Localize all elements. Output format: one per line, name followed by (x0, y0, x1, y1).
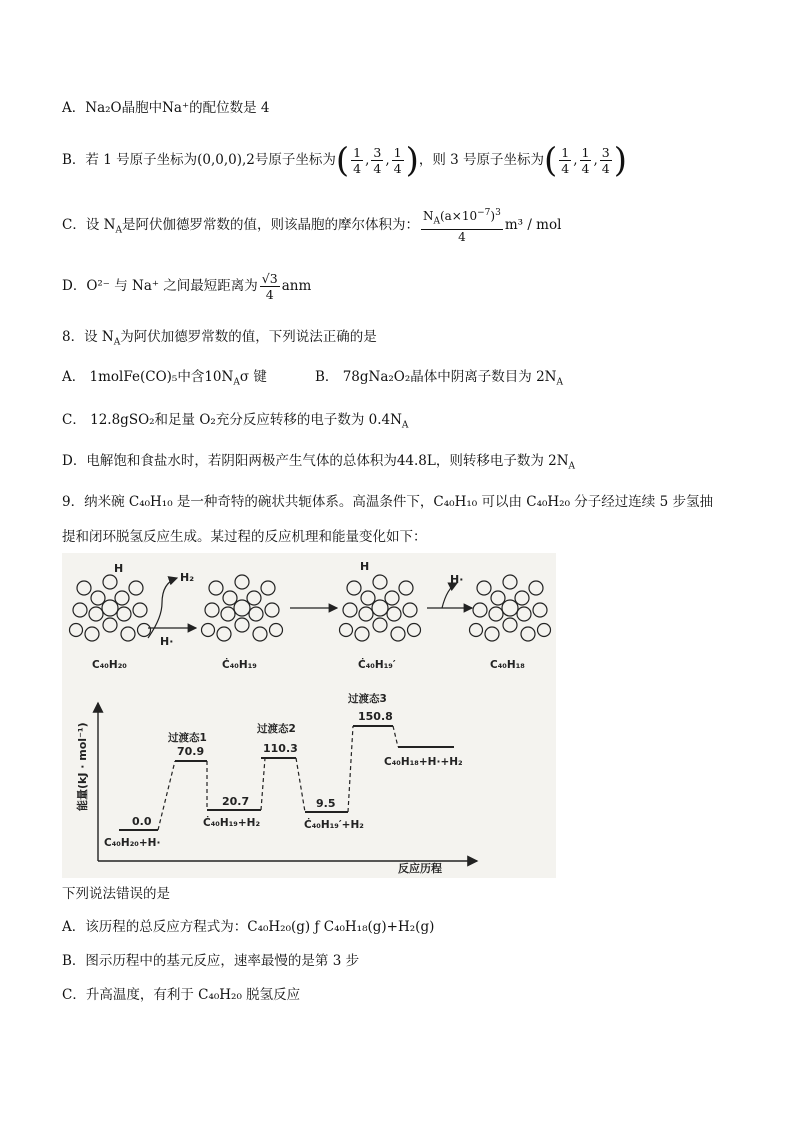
b-coord2-z: $\frac{3}{4}$ (601, 145, 610, 176)
b-coord1-y: $\frac{3}{4}$ (373, 145, 382, 176)
q9-stem-line2: 提和闭环脱氢反应生成。某过程的反应机理和能量变化如下： (62, 529, 427, 545)
x-axis-label: 反应历程 (398, 862, 442, 875)
q9-option-a: A．该历程的总反应方程式为：C₄₀H₂₀(g) ƒ C₄₀H₁₈(g)+H₂(g) (62, 919, 435, 935)
svg-text:过渡态1: 过渡态1 (168, 732, 207, 744)
b-coord2-y: $\frac{1}{4}$ (581, 145, 590, 176)
svg-text:0.0: 0.0 (132, 815, 152, 828)
svg-text:Ċ₄₀H₁₉+H₂: Ċ₄₀H₁₉+H₂ (203, 817, 261, 829)
q8-option-d: D．电解饱和食盐水时，若阴阳两极产生气体的总体积为44.8L，则转移电子数为 $2N_A$ (62, 453, 576, 472)
svg-text:110.3: 110.3 (263, 742, 298, 755)
q8-option-a: A． 1molFe(CO)₅中含$10N_A\sigma$ 键 (62, 369, 267, 388)
mol-label-3: Ċ₄₀H₁₉′ (358, 659, 396, 671)
molecule-c40h19 (202, 575, 283, 641)
svg-text:Ċ₄₀H₁₉′+H₂: Ċ₄₀H₁₉′+H₂ (304, 819, 364, 831)
mol-label-1: C₄₀H₂₀ (92, 659, 127, 671)
y-axis-label: 能量(kJ · mol⁻¹) (76, 722, 89, 811)
molecule-c40h20 (70, 575, 151, 641)
svg-text:70.9: 70.9 (177, 745, 205, 758)
svg-text:H·: H· (450, 573, 464, 586)
q7-option-d: D．O²⁻ 与 Na⁺ 之间最短距离为 $\frac{√3}{4}$ anm (62, 271, 312, 302)
arrow-step3 (427, 573, 472, 608)
reaction-mechanism-figure (62, 553, 556, 878)
svg-text:过渡态3: 过渡态3 (348, 693, 387, 705)
mol-label-4: C₄₀H₁₈ (490, 659, 525, 671)
b-coord1-z: $\frac{1}{4}$ (393, 145, 402, 176)
molecule-c40h19-prime (340, 575, 421, 641)
mechanism-svg (62, 553, 556, 878)
svg-text:H·: H· (160, 635, 174, 648)
energy-level-final (384, 747, 463, 768)
svg-text:H₂: H₂ (180, 571, 195, 584)
energy-level-ts1 (167, 731, 207, 761)
svg-text:20.7: 20.7 (222, 795, 250, 808)
q8-option-b: B． 78gNa₂O₂晶体中阴离子数目为 $2N_A$ (315, 369, 563, 388)
q8-stem: 8．设 $N_A$为阿伏加德罗常数的值，下列说法正确的是 (62, 329, 377, 348)
b-coord2-x: $\frac{1}{4}$ (561, 145, 570, 176)
q9-follow-prompt: 下列说法错误的是 (62, 886, 170, 902)
svg-text:150.8: 150.8 (358, 710, 393, 723)
energy-level-int1 (203, 795, 261, 829)
q9-stem-line1: 9．纳米碗 C₄₀H₁₀ 是一种奇特的碗状共轭体系。高温条件下，C₄₀H₁₀ 可以由 C₄₀H₂₀ 分子经过连续 5 步氢抽 (62, 494, 713, 510)
energy-level-int2 (304, 797, 364, 831)
arrow-step1 (148, 571, 196, 648)
svg-text:C₄₀H₂₀+H·: C₄₀H₂₀+H· (104, 837, 161, 849)
q7-option-c: C．设 $N_A$是阿伏伽德罗常数的值，则该晶胞的摩尔体积为： $\frac{N_A(a\times 10^{-7})^3}{4}$ m³ / mol (62, 207, 562, 245)
q7-option-b: B．若 1 号原子坐标为(0,0,0),2号原子坐标为( $\frac{1}{4}$ , $\frac{3}{4}$ , $\frac{1}{4}$ )，则 3 号原子坐标为( $\frac{1}{4}$ , $\frac{1}{4}$ , $\frac{3}{4}$ ) (62, 140, 627, 181)
q9-option-c: C．升高温度，有利于 C₄₀H₂₀ 脱氢反应 (62, 987, 301, 1003)
energy-level-ts2 (256, 722, 298, 758)
energy-level-ts3 (347, 692, 393, 726)
molecule-c40h18 (470, 575, 551, 641)
energy-level-0 (104, 815, 160, 849)
mol-label-2: Ċ₄₀H₁₉ (222, 659, 257, 671)
molar-volume-fraction: $\frac{N_A(a\times 10^{-7})^3}{4}$ (422, 207, 501, 245)
b-coord1-x: $\frac{1}{4}$ (353, 145, 362, 176)
h-atom-label-2: H (360, 560, 370, 573)
svg-text:C₄₀H₁₈+H·+H₂: C₄₀H₁₈+H·+H₂ (384, 756, 463, 768)
svg-text:9.5: 9.5 (316, 797, 336, 810)
q9-option-b: B．图示历程中的基元反应，速率最慢的是第 3 步 (62, 953, 360, 969)
q8-option-c: C． 12.8gSO₂和足量 O₂充分反应转移的电子数为 $0.4N_A$ (62, 412, 409, 431)
q7-option-a: A．Na₂O晶胞中Na⁺的配位数是 4 (62, 100, 270, 116)
svg-text:过渡态2: 过渡态2 (257, 723, 296, 735)
h-atom-label: H (114, 562, 124, 575)
distance-fraction: $\frac{√3}{4}$ (261, 271, 278, 302)
